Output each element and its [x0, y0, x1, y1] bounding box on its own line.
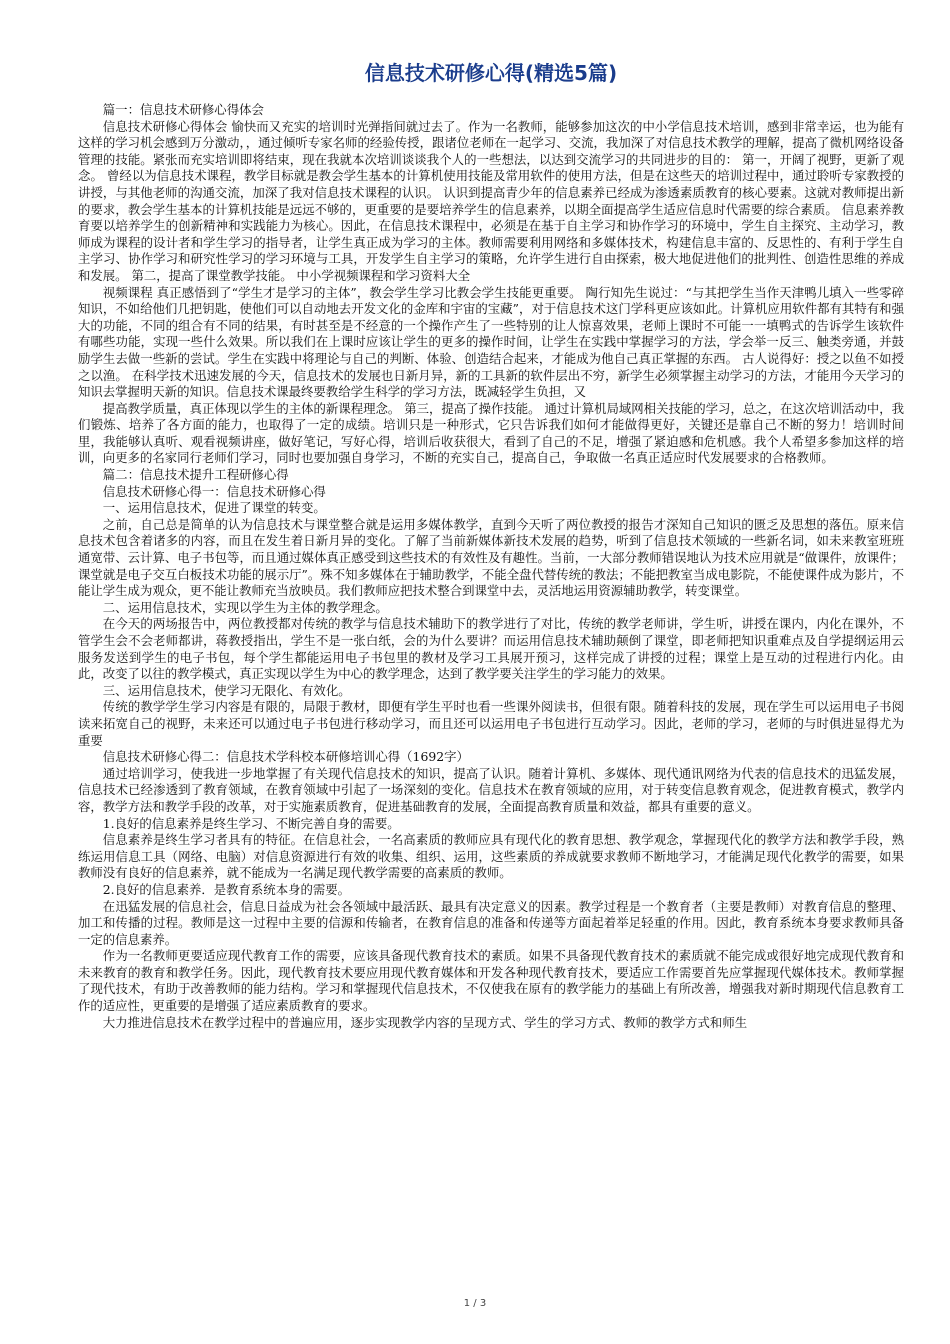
paragraph: 在今天的两场报告中，两位教授都对传统的教学与信息技术辅助下的教学进行了对比，传统的教学老师讲，学生听，讲授在课内，内化在课外，不管学生会不会老师都讲，蒋教授指出，学生不是一张白纸，会的为什么要讲？而运用信息技术辅助颠倒了课堂，即老师把知识重难点及自学提纲运用云服务发送到学生的电子书包，每个学生都能运用电子书包里的教材及学习工具展开预习，这样完成了讲授的过程；课堂上是互动的过程进行内化。由此，改变了以往的教学模式，真正实现以学生为中心的教学理念，达到了教学要关注学生的学习能力的效果。	[78, 616, 904, 682]
paragraph: 2.良好的信息素养．是教育系统本身的需要。	[102, 881, 351, 897]
paragraph: 信息技术研修心得体会 愉快而又充实的培训时光弹指间就过去了。作为一名教师，能够参加这次的中小学信息技术培训，感到非常幸运，也为能有这样的学习机会感到万分激动，，通过倾听专家名师的经验传授，跟诸位老师在一起学习、交流，我加深了对信息技术教学的理解，提高了微机网络设备管理的技能。紧张而充实培训即将结束，现在我就本次培训谈谈我个人的一些想法，以达到交流学习的共同进步的目的： 第一，开阔了视野，更新了观念。 曾经以为信息技术课程，教学目标就是教会学生基本的计算机使用技能及常用软件的使用方法，但是在这些天的培训过程中，通过聆听专家教授的讲授，与其他老师的沟通交流，加深了我对信息技术课程的认识。 认识到提高青少年的信息素养已经成为渗透素质教育的核心要素。这就对教师提出新的要求，教会学生基本的计算机技能是远远不够的，更重要的是要培养学生的信息素养，以期全面提高学生适应信息时代需要的综合素质。 信息素养教育要以培养学生的创新精神和实践能力为核心。因此，在信息技术课程中，必须是在基于自主学习和协作学习的环境中，学生自主探究、主动学习，教师成为课程的设计者和学生学习的指导者，让学生真正成为学习的主体。教师需要利用网络和多媒体技术，构建信息丰富的、反思性的、有利于学生自主学习、协作学习和研究性学习的学习环境与工具，开发学生自主学习的策略，允许学生进行自由探索，极大地促进他们的批判性、创造性思维的养成和发展。 第二，提高了课堂教学技能。 中小学视频课程和学习资料大全	[78, 118, 904, 283]
document-title: 信息技术研修心得(精选5篇)	[364, 61, 618, 85]
paragraph: 传统的教学学生学习内容是有限的，局限于教材，即便有学生平时也看一些课外阅读书，但很有限。随着科技的发展，现在学生可以运用电子书阅读来拓宽自己的视野，未来还可以通过电子书包进行移动学习，而且还可以运用电子书包进行互动学习。因此，老师的学习，老师的与时俱进显得尤为重要	[78, 699, 904, 748]
paragraph: 二、运用信息技术，实现以学生为主体的教学理念。	[102, 599, 388, 615]
paragraph: 信息技术研修心得二：信息技术学科校本研修培训心得（1692字）	[102, 749, 469, 765]
document-page	[78, 58, 904, 1031]
paragraph: 信息技术研修心得一：信息技术研修心得	[102, 483, 326, 499]
paragraph: 提高教学质量，真正体现以学生的主体的新课程理念。 第三，提高了操作技能。 通过计算机局域网相关技能的学习，总之，在这次培训活动中，我们锻炼、培养了各方面的能力，也取得了一定的成绩。培训只是一种形式，它只告诉我们如何才能做得更好，关键还是靠自己不断的努力！培训时间里，我能够认真听、观看视频讲座，做好笔记，写好心得，培训后收获很大，看到了自己的不足，增强了紧迫感和危机感。我个人希望多参加这样的培训，向更多的名家同行老师们学习，同时也要加强自身学习，不断的充实自己，提高自己，争取做一名真正适应时代发展要求的合格教师。	[78, 400, 904, 466]
paragraph: 通过培训学习，使我进一步地掌握了有关现代信息技术的知识，提高了认识。随着计算机、多媒体、现代通讯网络为代表的信息技术的迅猛发展，信息技术已经渗透到了教育领域，在教育领域中引起了一场深刻的变化。信息技术在教育领域的应用，对于转变信息教育观念，促进教育模式，教学内容，教学方法和教学手段的改革，对于实施素质教育，促进基础教育的发展，全面提高教育质量和效益，都具有重要的意义。	[78, 765, 904, 814]
paragraph: 信息素养是终生学习者具有的特征。在信息社会，一名高素质的教师应具有现代化的教育思想、教学观念，掌握现代化的教学方法和教学手段，熟练运用信息工具（网络、电脑）对信息资源进行有效的收集、组织、运用，这些素质的养成就要求教师不断地学习，才能满足现代化教学的需要，如果教师没有良好的信息素养，就不能成为一名满足现代教学需要的高素质的教师。	[78, 832, 904, 881]
paragraph: 大力推进信息技术在教学过程中的普遍应用，逐步实现教学内容的呈现方式、学生的学习方式、教师的教学方式和师生	[102, 1014, 748, 1030]
paragraph: 之前，自己总是简单的认为信息技术与课堂整合就是运用多媒体教学，直到今天听了两位教授的报告才深知自己知识的匮乏及思想的落伍。原来信息技术包含着诸多的内容，而且在发生着日新月异的变化。了解了当前新媒体新技术发展的趋势，听到了信息技术领域的一些新名词，如未来教室班班通宽带、云计算、电子书包等，而且通过媒体真正感受到这些技术的有效性及有趣性。当前，一大部分教师错误地认为技术应用就是“做课件，放课件；课堂就是电子交互白板技术功能的展示厅”。殊不知多媒体在于辅助教学，不能全盘代替传统的教法；不能把教室当成电影院，不能使课件成为影片，不能让学生成为观众，更不能让教师充当放映员。我们教师应把技术整合到课堂中去，灵活地运用资源辅助教学，转变课堂。	[78, 516, 904, 599]
paragraph: 1.良好的信息素养是终生学习、不断完善自身的需要。	[102, 815, 400, 831]
document-body	[78, 102, 904, 1031]
paragraph: 三、运用信息技术，使学习无限化、有效化。	[102, 682, 351, 698]
paragraph: 在迅猛发展的信息社会，信息日益成为社会各领域中最活跃、最具有决定意义的因素。教学过程是一个教育者（主要是教师）对教育信息的整理、加工和传播的过程。教师是这一过程中主要的信源和传输者，在教育信息的准备和传递等方面起着举足轻重的作用。因此，教育系统本身要求教师具备一定的信息素养。	[78, 898, 904, 947]
paragraph: 视频课程 真正感悟到了“学生才是学习的主体”，教会学生学习比教会学生技能更重要。 陶行知先生说过：“与其把学生当作天津鸭儿填入一些零碎知识，不如给他们几把钥匙，使他们可以自动地去开发文化的金库和宇宙的宝藏”，对于信息技术这门学科更应该如此。计算机应用软件都有其特有和强大的功能，不同的组合有不同的结果，有时甚至是不经意的一个操作产生了一些特别的让人惊喜效果，老师上课时不可能一一填鸭式的告诉学生该软件有哪些功能，实现一些什么效果。所以我们在上课时应该让学生的更多的操作时间，让学生在实践中掌握学习的方法，学会举一反三、触类旁通，并鼓励学生去做一些新的尝试。学生在实践中将理论与自己的判断、体验、创造结合起来，才能成为他自己真正掌握的东西。 古人说得好：授之以鱼不如授之以渔。 在科学技术迅速发展的今天，信息技术的发展也日新月异，新的工具新的软件层出不穷，新学生必须掌握主动学习的方法，才能用今天学习的知识去掌握明天新的知识。信息技术课最终要教给学生科学的学习方法，既减轻学生负担，又	[78, 284, 904, 400]
page-number: 1 / 3	[463, 1298, 487, 1309]
paragraph: 篇一：信息技术研修心得体会	[102, 102, 264, 117]
paragraph: 作为一名教师更要适应现代教育工作的需要，应该具备现代教育技术的素质。如果不具备现代教育技术的素质就不能完成或很好地完成现代教育和未来教育的教育和教学任务。因此，现代教育技术要应用现代教育媒体和开发各种现代教育技术，要适应工作需要首先应掌握现代媒体技术。教师掌握了现代技术，有助于改善教师的能力结构。学习和掌握现代信息技术，不仅使我在原有的教学能力的基础上有所改善，增强我对新时期现代信息教育工作的适应性，更重要的是增强了适应素质教育的要求。	[78, 948, 904, 1014]
paragraph: 一、运用信息技术，促进了课堂的转变。	[102, 500, 326, 516]
paragraph: 篇二：信息技术提升工程研修心得	[102, 467, 289, 483]
